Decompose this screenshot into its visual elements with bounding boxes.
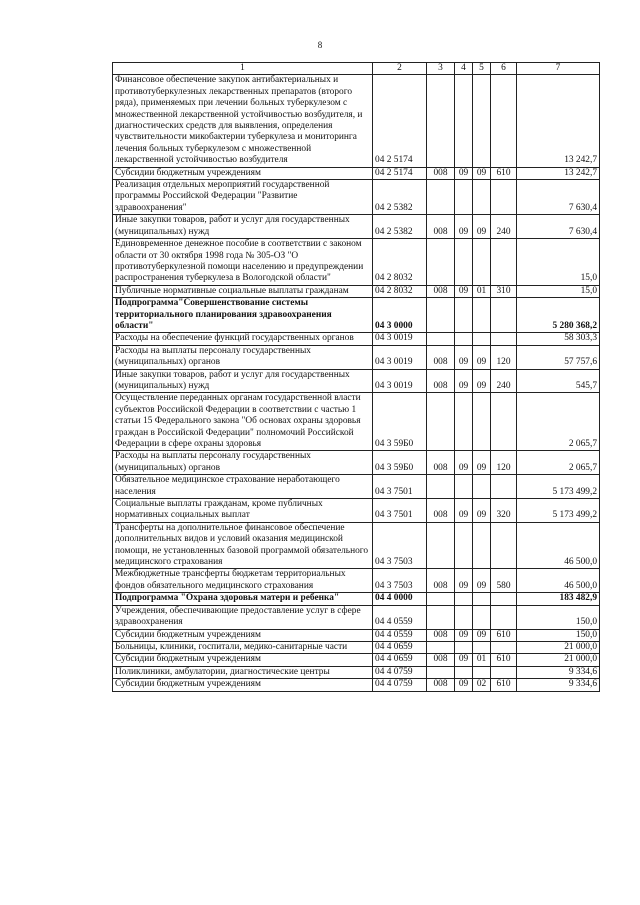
row-col-3: 008: [427, 499, 455, 523]
row-code: 04 3 7501: [373, 475, 427, 499]
row-code: 04 4 0559: [373, 629, 427, 641]
row-sum: 15,0: [517, 285, 600, 297]
row-sum: 5 173 499,2: [517, 499, 600, 523]
row-col-4: [455, 333, 473, 345]
row-sum: 9 334,6: [517, 679, 600, 691]
table-row: [113, 679, 600, 691]
row-col-4: [455, 75, 473, 167]
row-code: 04 3 59Б0: [373, 451, 427, 475]
row-name: Публичные нормативные социальные выплаты гражданам: [113, 285, 373, 297]
row-name: Обязательное медицинское страхование неработающего населения: [113, 475, 373, 499]
row-col-6: [491, 333, 517, 345]
row-col-3: 008: [427, 569, 455, 593]
row-col-3: [427, 75, 455, 167]
row-col-4: 09: [455, 629, 473, 641]
row-sum: 21 000,0: [517, 654, 600, 666]
row-col-3: 008: [427, 629, 455, 641]
row-col-5: 09: [473, 569, 491, 593]
row-col-6: 310: [491, 285, 517, 297]
table-body: [113, 75, 600, 691]
table-row: [113, 605, 600, 629]
row-col-5: 01: [473, 654, 491, 666]
row-col-6: 610: [491, 654, 517, 666]
header-col-4: 4: [455, 63, 473, 75]
row-sum: 5 173 499,2: [517, 475, 600, 499]
table-row: [113, 569, 600, 593]
row-sum: 150,0: [517, 629, 600, 641]
row-name: Осуществление переданных органам государственной власти субъектов Российской Федерации в соответствии с частью 1 статьи 15 Федерального закона "Об основах охраны здоровья граждан в Российской Федерации" полномочий Российской Федерации в сфере охраны здоровья: [113, 393, 373, 451]
row-sum: 46 500,0: [517, 522, 600, 569]
row-name: Реализация отдельных мероприятий государственной программы Российской Федерации "Развитие здравоохранения": [113, 180, 373, 215]
row-code: 04 4 0559: [373, 605, 427, 629]
row-col-4: [455, 180, 473, 215]
row-col-3: 008: [427, 451, 455, 475]
row-col-3: [427, 641, 455, 653]
row-col-5: [473, 393, 491, 451]
row-col-4: [455, 393, 473, 451]
row-col-4: 09: [455, 215, 473, 239]
row-code: 04 2 5382: [373, 180, 427, 215]
table-row: [113, 167, 600, 179]
row-col-6: [491, 605, 517, 629]
row-sum: 9 334,6: [517, 666, 600, 678]
row-code: 04 2 8032: [373, 239, 427, 286]
table-row: [113, 451, 600, 475]
table-row: [113, 666, 600, 678]
table-row: [113, 629, 600, 641]
row-name: Расходы на обеспечение функций государственных органов: [113, 333, 373, 345]
row-col-4: [455, 605, 473, 629]
row-sum: 13 242,7: [517, 75, 600, 167]
row-sum: 7 630,4: [517, 180, 600, 215]
row-name: Расходы на выплаты персоналу государственных (муниципальных) органов: [113, 345, 373, 369]
row-col-4: 09: [455, 679, 473, 691]
row-code: 04 2 5382: [373, 215, 427, 239]
row-code: 04 4 0659: [373, 641, 427, 653]
row-col-6: 320: [491, 499, 517, 523]
header-row: [113, 63, 600, 75]
row-col-6: [491, 298, 517, 333]
row-col-5: 09: [473, 215, 491, 239]
row-name: Учреждения, обеспечивающие предоставление услуг в сфере здравоохранения: [113, 605, 373, 629]
table-row: [113, 641, 600, 653]
row-sum: 15,0: [517, 239, 600, 286]
table-row: [113, 298, 600, 333]
row-col-5: 09: [473, 345, 491, 369]
row-col-5: [473, 593, 491, 605]
row-col-6: 610: [491, 679, 517, 691]
row-col-5: [473, 239, 491, 286]
row-col-5: 09: [473, 629, 491, 641]
row-code: 04 4 0659: [373, 654, 427, 666]
row-col-6: [491, 666, 517, 678]
row-col-5: 09: [473, 167, 491, 179]
row-col-4: [455, 475, 473, 499]
row-col-6: 240: [491, 215, 517, 239]
row-name: Трансферты на дополнительное финансовое обеспечение дополнительных видов и условий оказания медицинской помощи, не установленных базовой программой обязательного медицинского страхования: [113, 522, 373, 569]
row-code: 04 4 0759: [373, 666, 427, 678]
row-col-5: [473, 475, 491, 499]
row-sum: 13 242,7: [517, 167, 600, 179]
header-col-6: 6: [491, 63, 517, 75]
table-row: [113, 475, 600, 499]
row-code: 04 2 5174: [373, 75, 427, 167]
row-sum: 46 500,0: [517, 569, 600, 593]
row-code: 04 3 59Б0: [373, 393, 427, 451]
row-col-5: 01: [473, 285, 491, 297]
row-col-6: 610: [491, 629, 517, 641]
row-col-3: 008: [427, 215, 455, 239]
row-sum: 5 280 368,2: [517, 298, 600, 333]
row-name: Субсидии бюджетным учреждениям: [113, 167, 373, 179]
row-code: 04 4 0000: [373, 593, 427, 605]
header-col-2: 2: [373, 63, 427, 75]
row-col-6: 240: [491, 369, 517, 393]
table-row: [113, 333, 600, 345]
row-col-5: 09: [473, 369, 491, 393]
table-row: [113, 522, 600, 569]
row-col-4: 09: [455, 654, 473, 666]
row-col-6: [491, 393, 517, 451]
row-col-5: 09: [473, 499, 491, 523]
row-code: 04 4 0759: [373, 679, 427, 691]
row-col-6: [491, 180, 517, 215]
row-code: 04 2 8032: [373, 285, 427, 297]
table-row: [113, 369, 600, 393]
row-col-3: 008: [427, 167, 455, 179]
row-col-5: [473, 605, 491, 629]
header-col-7: 7: [517, 63, 600, 75]
row-col-5: [473, 298, 491, 333]
row-name: Иные закупки товаров, работ и услуг для государственных (муниципальных) нужд: [113, 369, 373, 393]
row-col-3: [427, 666, 455, 678]
row-sum: 57 757,6: [517, 345, 600, 369]
row-col-5: 09: [473, 451, 491, 475]
row-name: Единовременное денежное пособие в соответствии с законом области от 30 октября 1998 года № 305-ОЗ "О противотуберкулезной помощи населению и предупреждении распространения туберкулеза в Вологодской области": [113, 239, 373, 286]
row-col-4: 09: [455, 569, 473, 593]
row-col-3: 008: [427, 369, 455, 393]
row-col-5: 02: [473, 679, 491, 691]
row-col-3: 008: [427, 679, 455, 691]
row-col-6: [491, 641, 517, 653]
row-col-5: [473, 333, 491, 345]
row-sum: 150,0: [517, 605, 600, 629]
row-col-4: [455, 593, 473, 605]
row-col-6: 580: [491, 569, 517, 593]
row-name: Поликлиники, амбулатории, диагностические центры: [113, 666, 373, 678]
row-sum: 21 000,0: [517, 641, 600, 653]
row-col-4: 09: [455, 369, 473, 393]
row-col-4: 09: [455, 285, 473, 297]
row-col-5: [473, 666, 491, 678]
row-name: Больницы, клиники, госпитали, медико-санитарные части: [113, 641, 373, 653]
row-col-3: [427, 393, 455, 451]
header-col-3: 3: [427, 63, 455, 75]
table-row: [113, 593, 600, 605]
row-name: Подпрограмма "Охрана здоровья матери и ребенка": [113, 593, 373, 605]
row-col-4: 09: [455, 345, 473, 369]
table-row: [113, 215, 600, 239]
row-col-3: 008: [427, 345, 455, 369]
budget-table: [112, 62, 600, 692]
table-row: [113, 345, 600, 369]
row-sum: 58 303,3: [517, 333, 600, 345]
row-code: 04 3 7503: [373, 569, 427, 593]
row-col-6: [491, 475, 517, 499]
row-col-3: [427, 239, 455, 286]
row-col-3: [427, 475, 455, 499]
row-code: 04 3 0019: [373, 333, 427, 345]
row-col-5: [473, 641, 491, 653]
row-col-3: 008: [427, 285, 455, 297]
row-col-4: [455, 298, 473, 333]
row-name: Финансовое обеспечение закупок антибактериальных и противотуберкулезных лекарственных препаратов (второго ряда), применяемых при лечении больных туберкулезом с множественной лекарственной устойчивостью возбудителя, и диагностических средств для выявления, определения чувствительности микобактерии туберкулеза и мониторинга лечения больных туберкулезом с множественной лекарственной устойчивостью возбудителя: [113, 75, 373, 167]
row-name: Субсидии бюджетным учреждениям: [113, 654, 373, 666]
row-col-5: [473, 180, 491, 215]
row-sum: 545,7: [517, 369, 600, 393]
table-row: [113, 393, 600, 451]
row-col-3: [427, 298, 455, 333]
row-name: Социальные выплаты гражданам, кроме публичных нормативных социальных выплат: [113, 499, 373, 523]
row-code: 04 3 0000: [373, 298, 427, 333]
page-number: 8: [317, 40, 323, 50]
row-col-6: [491, 522, 517, 569]
row-col-6: 120: [491, 451, 517, 475]
row-code: 04 3 0019: [373, 369, 427, 393]
table-row: [113, 180, 600, 215]
row-col-4: [455, 239, 473, 286]
row-col-4: [455, 641, 473, 653]
row-col-3: [427, 333, 455, 345]
row-col-3: [427, 593, 455, 605]
row-col-6: [491, 593, 517, 605]
row-name: Расходы на выплаты персоналу государственных (муниципальных) органов: [113, 451, 373, 475]
row-col-4: [455, 666, 473, 678]
row-col-5: [473, 75, 491, 167]
row-name: Субсидии бюджетным учреждениям: [113, 629, 373, 641]
row-sum: 7 630,4: [517, 215, 600, 239]
table-row: [113, 75, 600, 167]
table-row: [113, 654, 600, 666]
row-col-4: 09: [455, 451, 473, 475]
row-col-6: 120: [491, 345, 517, 369]
row-col-3: [427, 522, 455, 569]
row-col-4: [455, 522, 473, 569]
table-row: [113, 499, 600, 523]
row-name: Субсидии бюджетным учреждениям: [113, 679, 373, 691]
row-sum: 2 065,7: [517, 393, 600, 451]
row-col-4: 09: [455, 167, 473, 179]
row-col-4: 09: [455, 499, 473, 523]
row-col-3: 008: [427, 654, 455, 666]
row-col-3: [427, 180, 455, 215]
row-code: 04 3 0019: [373, 345, 427, 369]
row-sum: 2 065,7: [517, 451, 600, 475]
row-col-6: [491, 239, 517, 286]
row-col-3: [427, 605, 455, 629]
row-name: Межбюджетные трансферты бюджетам территориальных фондов обязательного медицинского страхования: [113, 569, 373, 593]
table-row: [113, 285, 600, 297]
header-col-5: 5: [473, 63, 491, 75]
row-sum: 183 482,9: [517, 593, 600, 605]
header-col-1: 1: [113, 63, 373, 75]
row-code: 04 2 5174: [373, 167, 427, 179]
row-col-6: 610: [491, 167, 517, 179]
table-row: [113, 239, 600, 286]
row-name: Иные закупки товаров, работ и услуг для государственных (муниципальных) нужд: [113, 215, 373, 239]
row-code: 04 3 7501: [373, 499, 427, 523]
row-name: Подпрограмма"Совершенствование системы территориального планирования здравоохранения области": [113, 298, 373, 333]
row-col-6: [491, 75, 517, 167]
row-col-5: [473, 522, 491, 569]
row-code: 04 3 7503: [373, 522, 427, 569]
